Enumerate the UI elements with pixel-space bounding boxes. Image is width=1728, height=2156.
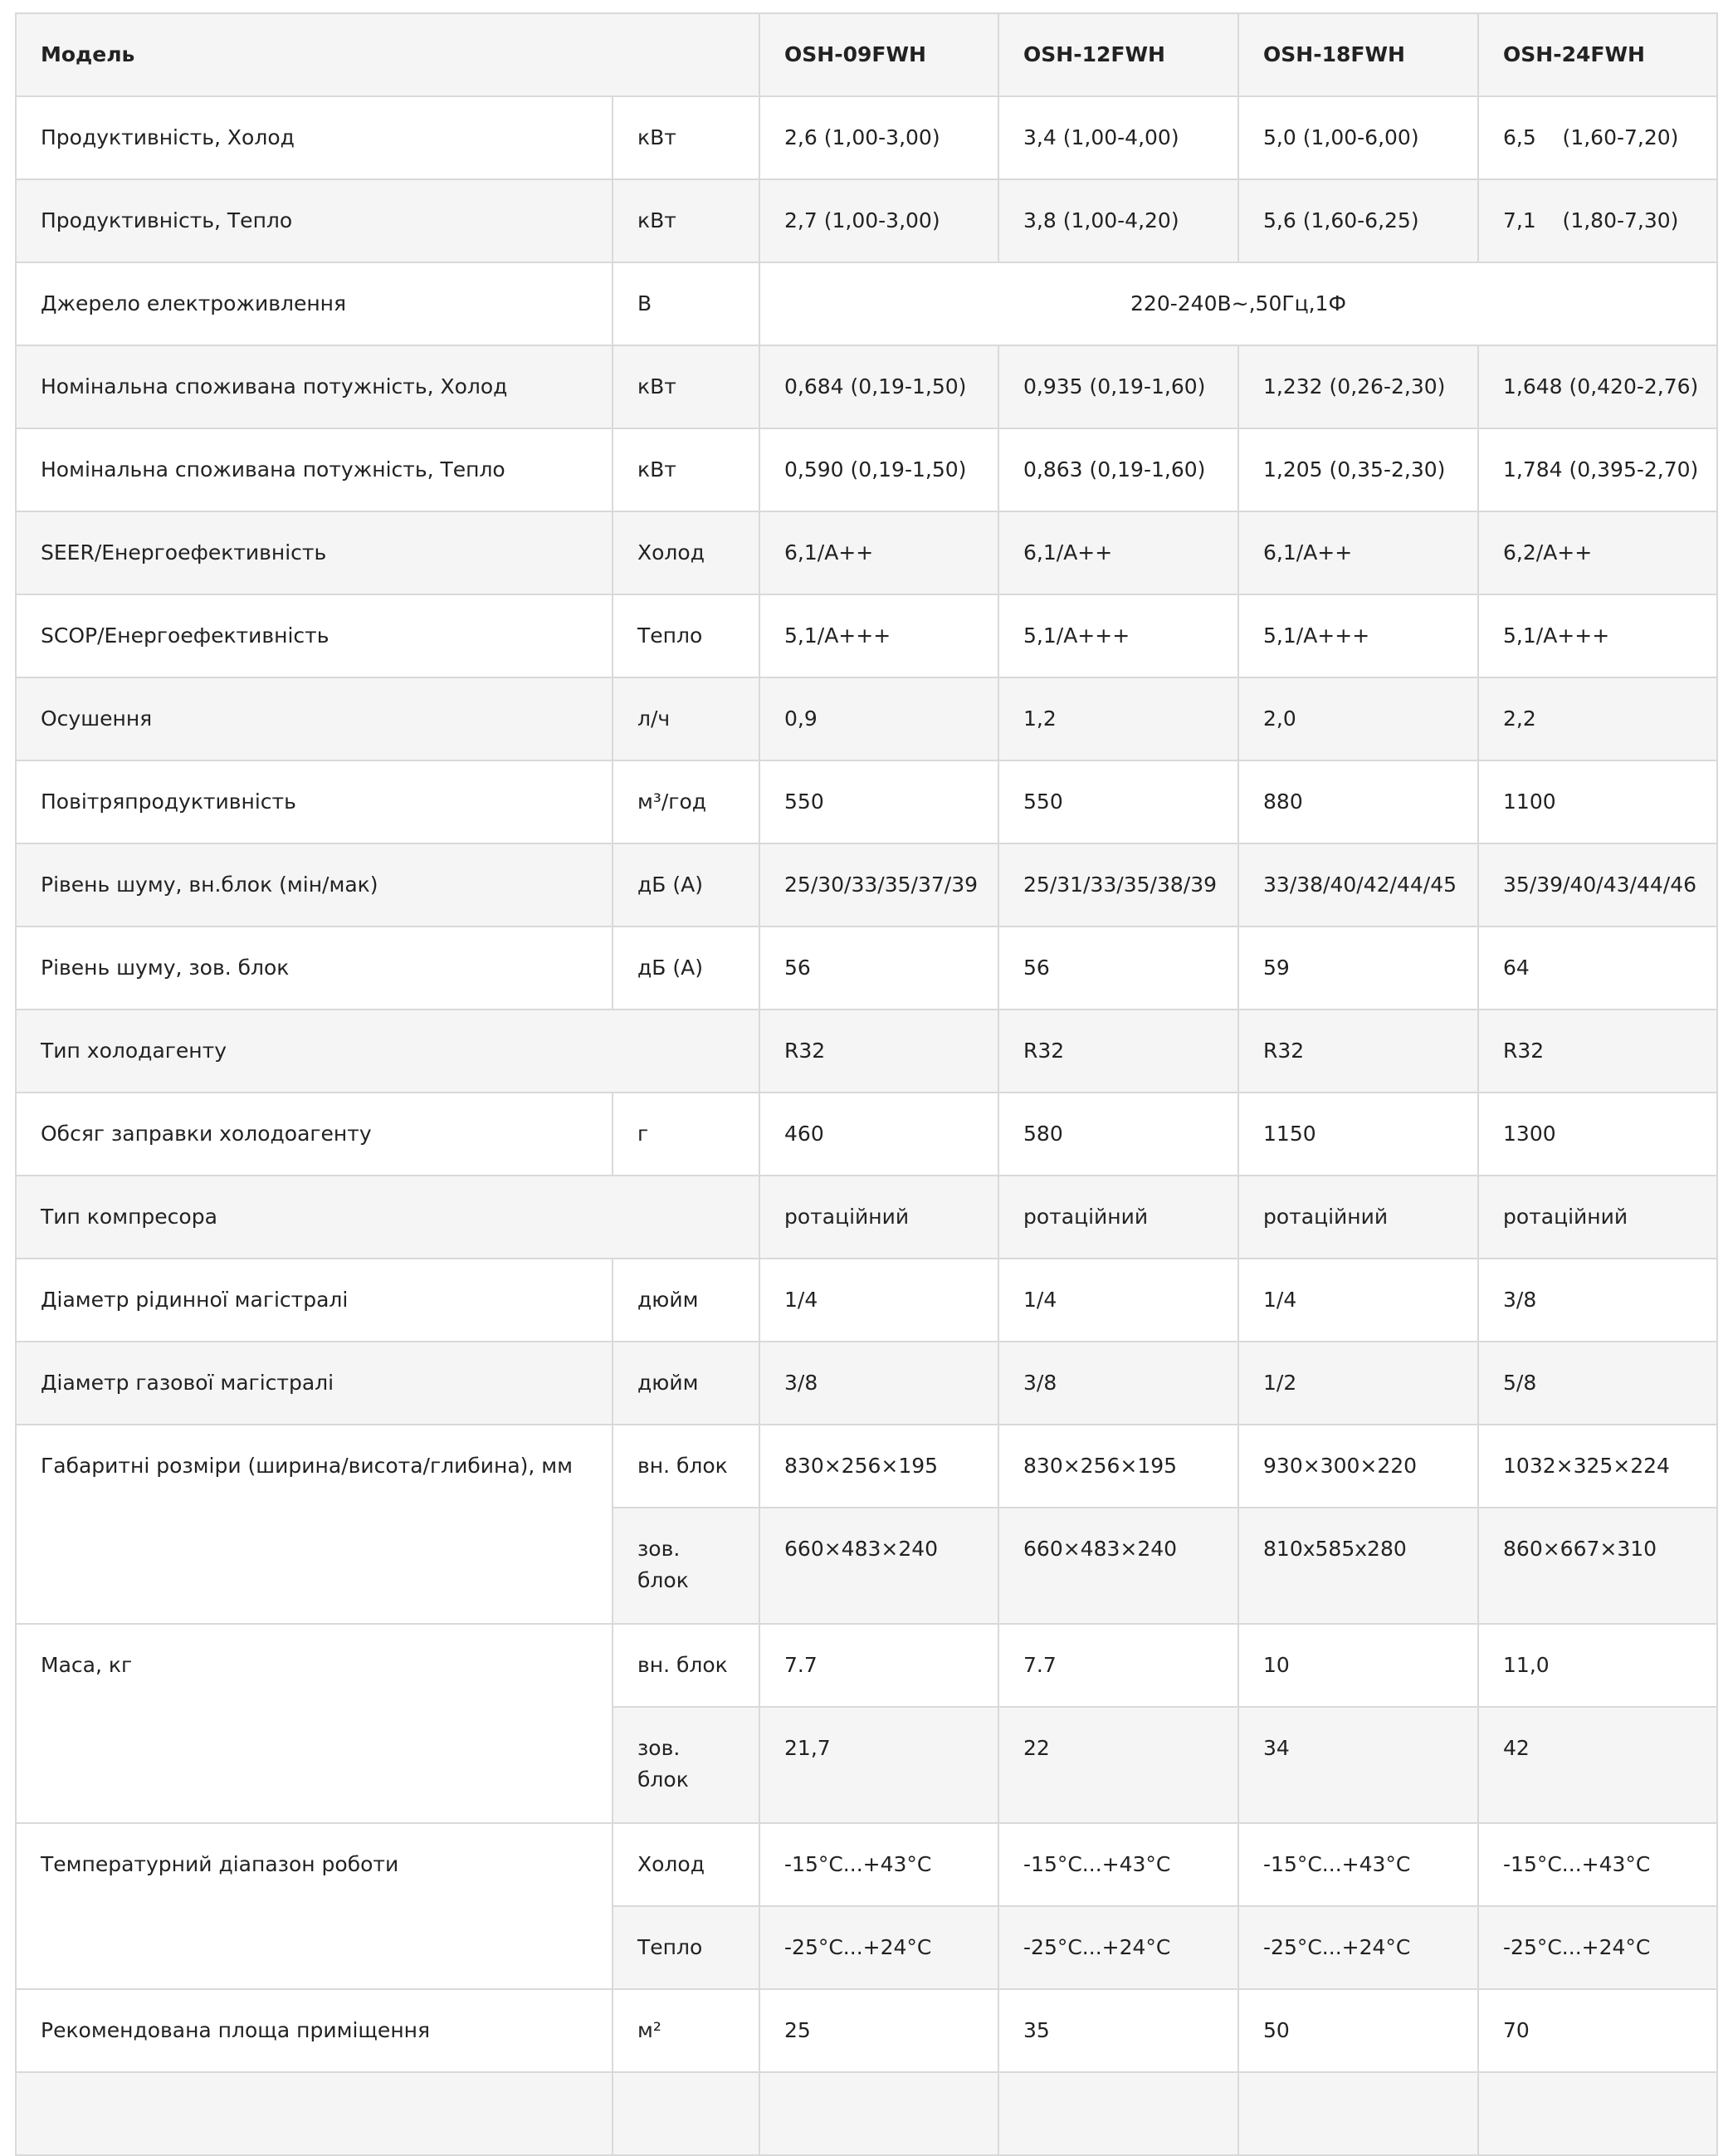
table-row (16, 1823, 1717, 1906)
cell-value: 25/31/33/35/38/39 (998, 843, 1238, 926)
row-label: Номінальна споживана потужність, Холод (16, 345, 613, 428)
cell-value: -25°С...+24°С (1238, 1906, 1478, 1989)
cell-value: 6,1/A++ (998, 511, 1238, 594)
cell-value: 1,205 (0,35-2,30) (1238, 428, 1478, 511)
row-label: Тип холодагенту (16, 1010, 759, 1093)
row-unit: дюйм (613, 1259, 759, 1342)
cell-value: R32 (1238, 1010, 1478, 1093)
cell-value: -25°С...+24°С (1478, 1906, 1717, 1989)
cell-value: 1,784 (0,395-2,70) (1478, 428, 1717, 511)
row-label: Повітряпродуктивність (16, 760, 613, 843)
cell-value: 1,232 (0,26-2,30) (1238, 345, 1478, 428)
row-unit: Тепло (613, 1906, 759, 1989)
cell-value: 70 (1478, 1989, 1717, 2072)
cell-value: 25 (759, 1989, 998, 2072)
table-row (16, 677, 1717, 760)
cell-value: 59 (1238, 926, 1478, 1010)
table-row (16, 96, 1717, 179)
cell-value: 0,590 (0,19-1,50) (759, 428, 998, 511)
row-label: Джерело електроживлення (16, 262, 613, 345)
cell-value: 550 (759, 760, 998, 843)
cell-value: 56 (759, 926, 998, 1010)
table-row (16, 1010, 1717, 1093)
model-name: OSH-09FWH (759, 13, 998, 96)
cell-value: 660×483×240 (759, 1508, 998, 1624)
row-unit: Холод (613, 1823, 759, 1906)
cell-value: 660×483×240 (998, 1508, 1238, 1624)
cell-value: 5,0 (1,00-6,00) (1238, 96, 1478, 179)
cell-value: -15°С...+43°С (1238, 1823, 1478, 1906)
row-label: Номінальна споживана потужність, Тепло (16, 428, 613, 511)
cell-value: ротаційний (1478, 1176, 1717, 1259)
cell-value: -25°С...+24°С (759, 1906, 998, 1989)
row-unit: зов. блок (613, 1707, 759, 1823)
cell-value: 2,7 (1,00-3,00) (759, 179, 998, 262)
cell-value: 1100 (1478, 760, 1717, 843)
cell-value: 0,9 (759, 677, 998, 760)
table-row (16, 594, 1717, 677)
table-row (16, 1989, 1717, 2072)
model-header-label: Модель (16, 13, 759, 96)
cell-value: 1300 (1478, 1093, 1717, 1176)
cell-value: 550 (998, 760, 1238, 843)
cell-value: 35 (998, 1989, 1238, 2072)
row-unit: Тепло (613, 594, 759, 677)
row-unit: кВт (613, 179, 759, 262)
cell-value: 810x585x280 (1238, 1508, 1478, 1624)
table-row (16, 1093, 1717, 1176)
row-unit: Холод (613, 511, 759, 594)
table-row (16, 428, 1717, 511)
row-unit: кВт (613, 96, 759, 179)
row-label: Температурний діапазон роботи (16, 1823, 613, 1989)
table-row (16, 1624, 1717, 1707)
table-row (16, 1342, 1717, 1425)
cell-value: -15°С...+43°С (998, 1823, 1238, 1906)
row-unit: дюйм (613, 1342, 759, 1425)
cell-value: 64 (1478, 926, 1717, 1010)
cell-value: 56 (998, 926, 1238, 1010)
cell-value: 6,5 (1,60-7,20) (1478, 96, 1717, 179)
cell-value: 880 (1238, 760, 1478, 843)
cell-value: 1,648 (0,420-2,76) (1478, 345, 1717, 428)
cell-value: 0,935 (0,19-1,60) (998, 345, 1238, 428)
cell-value: ротаційний (1238, 1176, 1478, 1259)
table-row (16, 1259, 1717, 1342)
row-unit: кВт (613, 345, 759, 428)
row-label: Рівень шуму, зов. блок (16, 926, 613, 1010)
cell-value: 1,2 (998, 677, 1238, 760)
cell-value: 5/8 (1478, 1342, 1717, 1425)
cell-value: 930×300×220 (1238, 1425, 1478, 1508)
cell-value: 42 (1478, 1707, 1717, 1823)
cell-value: R32 (998, 1010, 1238, 1093)
cell-value: 50 (1238, 1989, 1478, 2072)
cell-value: 1032×325×224 (1478, 1425, 1717, 1508)
table-row (16, 262, 1717, 345)
cell-value: 6,1/A++ (759, 511, 998, 594)
cell-value: ротаційний (759, 1176, 998, 1259)
cell-value: 3/8 (759, 1342, 998, 1425)
row-label-empty (16, 2072, 613, 2155)
model-name: OSH-18FWH (1238, 13, 1478, 96)
cell-value: 3/8 (998, 1342, 1238, 1425)
row-unit: дБ (А) (613, 926, 759, 1010)
cell-value: 860×667×310 (1478, 1508, 1717, 1624)
cell-value: 1150 (1238, 1093, 1478, 1176)
cell-value: -15°С...+43°С (1478, 1823, 1717, 1906)
table-row (16, 1176, 1717, 1259)
cell-value: 580 (998, 1093, 1238, 1176)
cell-value: -15°С...+43°С (759, 1823, 998, 1906)
cell-value: 3/8 (1478, 1259, 1717, 1342)
cell-value: ротаційний (998, 1176, 1238, 1259)
row-label: Тип компресора (16, 1176, 759, 1259)
cell-empty (1238, 2072, 1478, 2155)
table-row (16, 760, 1717, 843)
cell-value: 21,7 (759, 1707, 998, 1823)
cell-value: 7.7 (759, 1624, 998, 1707)
row-label: Осушення (16, 677, 613, 760)
cell-value: 5,1/A+++ (759, 594, 998, 677)
cell-value: 33/38/40/42/44/45 (1238, 843, 1478, 926)
cell-value: 5,6 (1,60-6,25) (1238, 179, 1478, 262)
cell-value: 1/4 (998, 1259, 1238, 1342)
model-name: OSH-24FWH (1478, 13, 1717, 96)
cell-value: 6,1/A++ (1238, 511, 1478, 594)
cell-value: 460 (759, 1093, 998, 1176)
table-row (16, 345, 1717, 428)
row-label: Маса, кг (16, 1624, 613, 1823)
cell-value: 1/4 (759, 1259, 998, 1342)
row-unit: г (613, 1093, 759, 1176)
table-row (16, 511, 1717, 594)
row-label: SCOP/Енергоефективність (16, 594, 613, 677)
row-unit: м³/год (613, 760, 759, 843)
cell-value: 35/39/40/43/44/46 (1478, 843, 1717, 926)
cell-value: R32 (1478, 1010, 1717, 1093)
cell-empty (1478, 2072, 1717, 2155)
cell-value-merged: 220-240В~,50Гц,1Ф (759, 262, 1717, 345)
cell-value: 6,2/A++ (1478, 511, 1717, 594)
cell-value: 11,0 (1478, 1624, 1717, 1707)
row-unit: л/ч (613, 677, 759, 760)
cell-value: 25/30/33/35/37/39 (759, 843, 998, 926)
specifications-table (15, 12, 1718, 2156)
cell-value: 2,6 (1,00-3,00) (759, 96, 998, 179)
cell-value: -25°С...+24°С (998, 1906, 1238, 1989)
row-label: Габаритні розміри (ширина/висота/глибина), мм (16, 1425, 613, 1624)
table-row (16, 926, 1717, 1010)
cell-value: 7,1 (1,80-7,30) (1478, 179, 1717, 262)
row-label: Продуктивність, Холод (16, 96, 613, 179)
row-label: Рівень шуму, вн.блок (мін/мак) (16, 843, 613, 926)
row-label: Діаметр газової магістралі (16, 1342, 613, 1425)
model-name: OSH-12FWH (998, 13, 1238, 96)
row-unit: кВт (613, 428, 759, 511)
row-label: Рекомендована площа приміщення (16, 1989, 613, 2072)
table-row (16, 1425, 1717, 1508)
cell-value: 0,684 (0,19-1,50) (759, 345, 998, 428)
row-unit: дБ (А) (613, 843, 759, 926)
cell-value: 3,4 (1,00-4,00) (998, 96, 1238, 179)
cell-value: 10 (1238, 1624, 1478, 1707)
row-unit: вн. блок (613, 1425, 759, 1508)
cell-value: 34 (1238, 1707, 1478, 1823)
cell-value: 0,863 (0,19-1,60) (998, 428, 1238, 511)
row-label: Діаметр рідинної магістралі (16, 1259, 613, 1342)
table-row-partial (16, 2072, 1717, 2155)
cell-value: 5,1/A+++ (1478, 594, 1717, 677)
cell-value: 830×256×195 (998, 1425, 1238, 1508)
row-unit: м² (613, 1989, 759, 2072)
cell-value: 5,1/A+++ (998, 594, 1238, 677)
cell-value: 7.7 (998, 1624, 1238, 1707)
row-label: SEER/Енергоефективність (16, 511, 613, 594)
row-label: Обсяг заправки холодоагенту (16, 1093, 613, 1176)
cell-value: 3,8 (1,00-4,20) (998, 179, 1238, 262)
cell-value: 1/4 (1238, 1259, 1478, 1342)
row-unit: зов. блок (613, 1508, 759, 1624)
cell-value: 5,1/A+++ (1238, 594, 1478, 677)
cell-value: 1/2 (1238, 1342, 1478, 1425)
cell-value: 22 (998, 1707, 1238, 1823)
row-unit: В (613, 262, 759, 345)
table-header-row (16, 13, 1717, 96)
cell-value: 2,0 (1238, 677, 1478, 760)
cell-value: 830×256×195 (759, 1425, 998, 1508)
cell-value: 2,2 (1478, 677, 1717, 760)
table-row (16, 179, 1717, 262)
cell-empty (759, 2072, 998, 2155)
table-row (16, 843, 1717, 926)
row-unit: вн. блок (613, 1624, 759, 1707)
cell-empty (998, 2072, 1238, 2155)
row-unit-empty (613, 2072, 759, 2155)
row-label: Продуктивність, Тепло (16, 179, 613, 262)
cell-value: R32 (759, 1010, 998, 1093)
